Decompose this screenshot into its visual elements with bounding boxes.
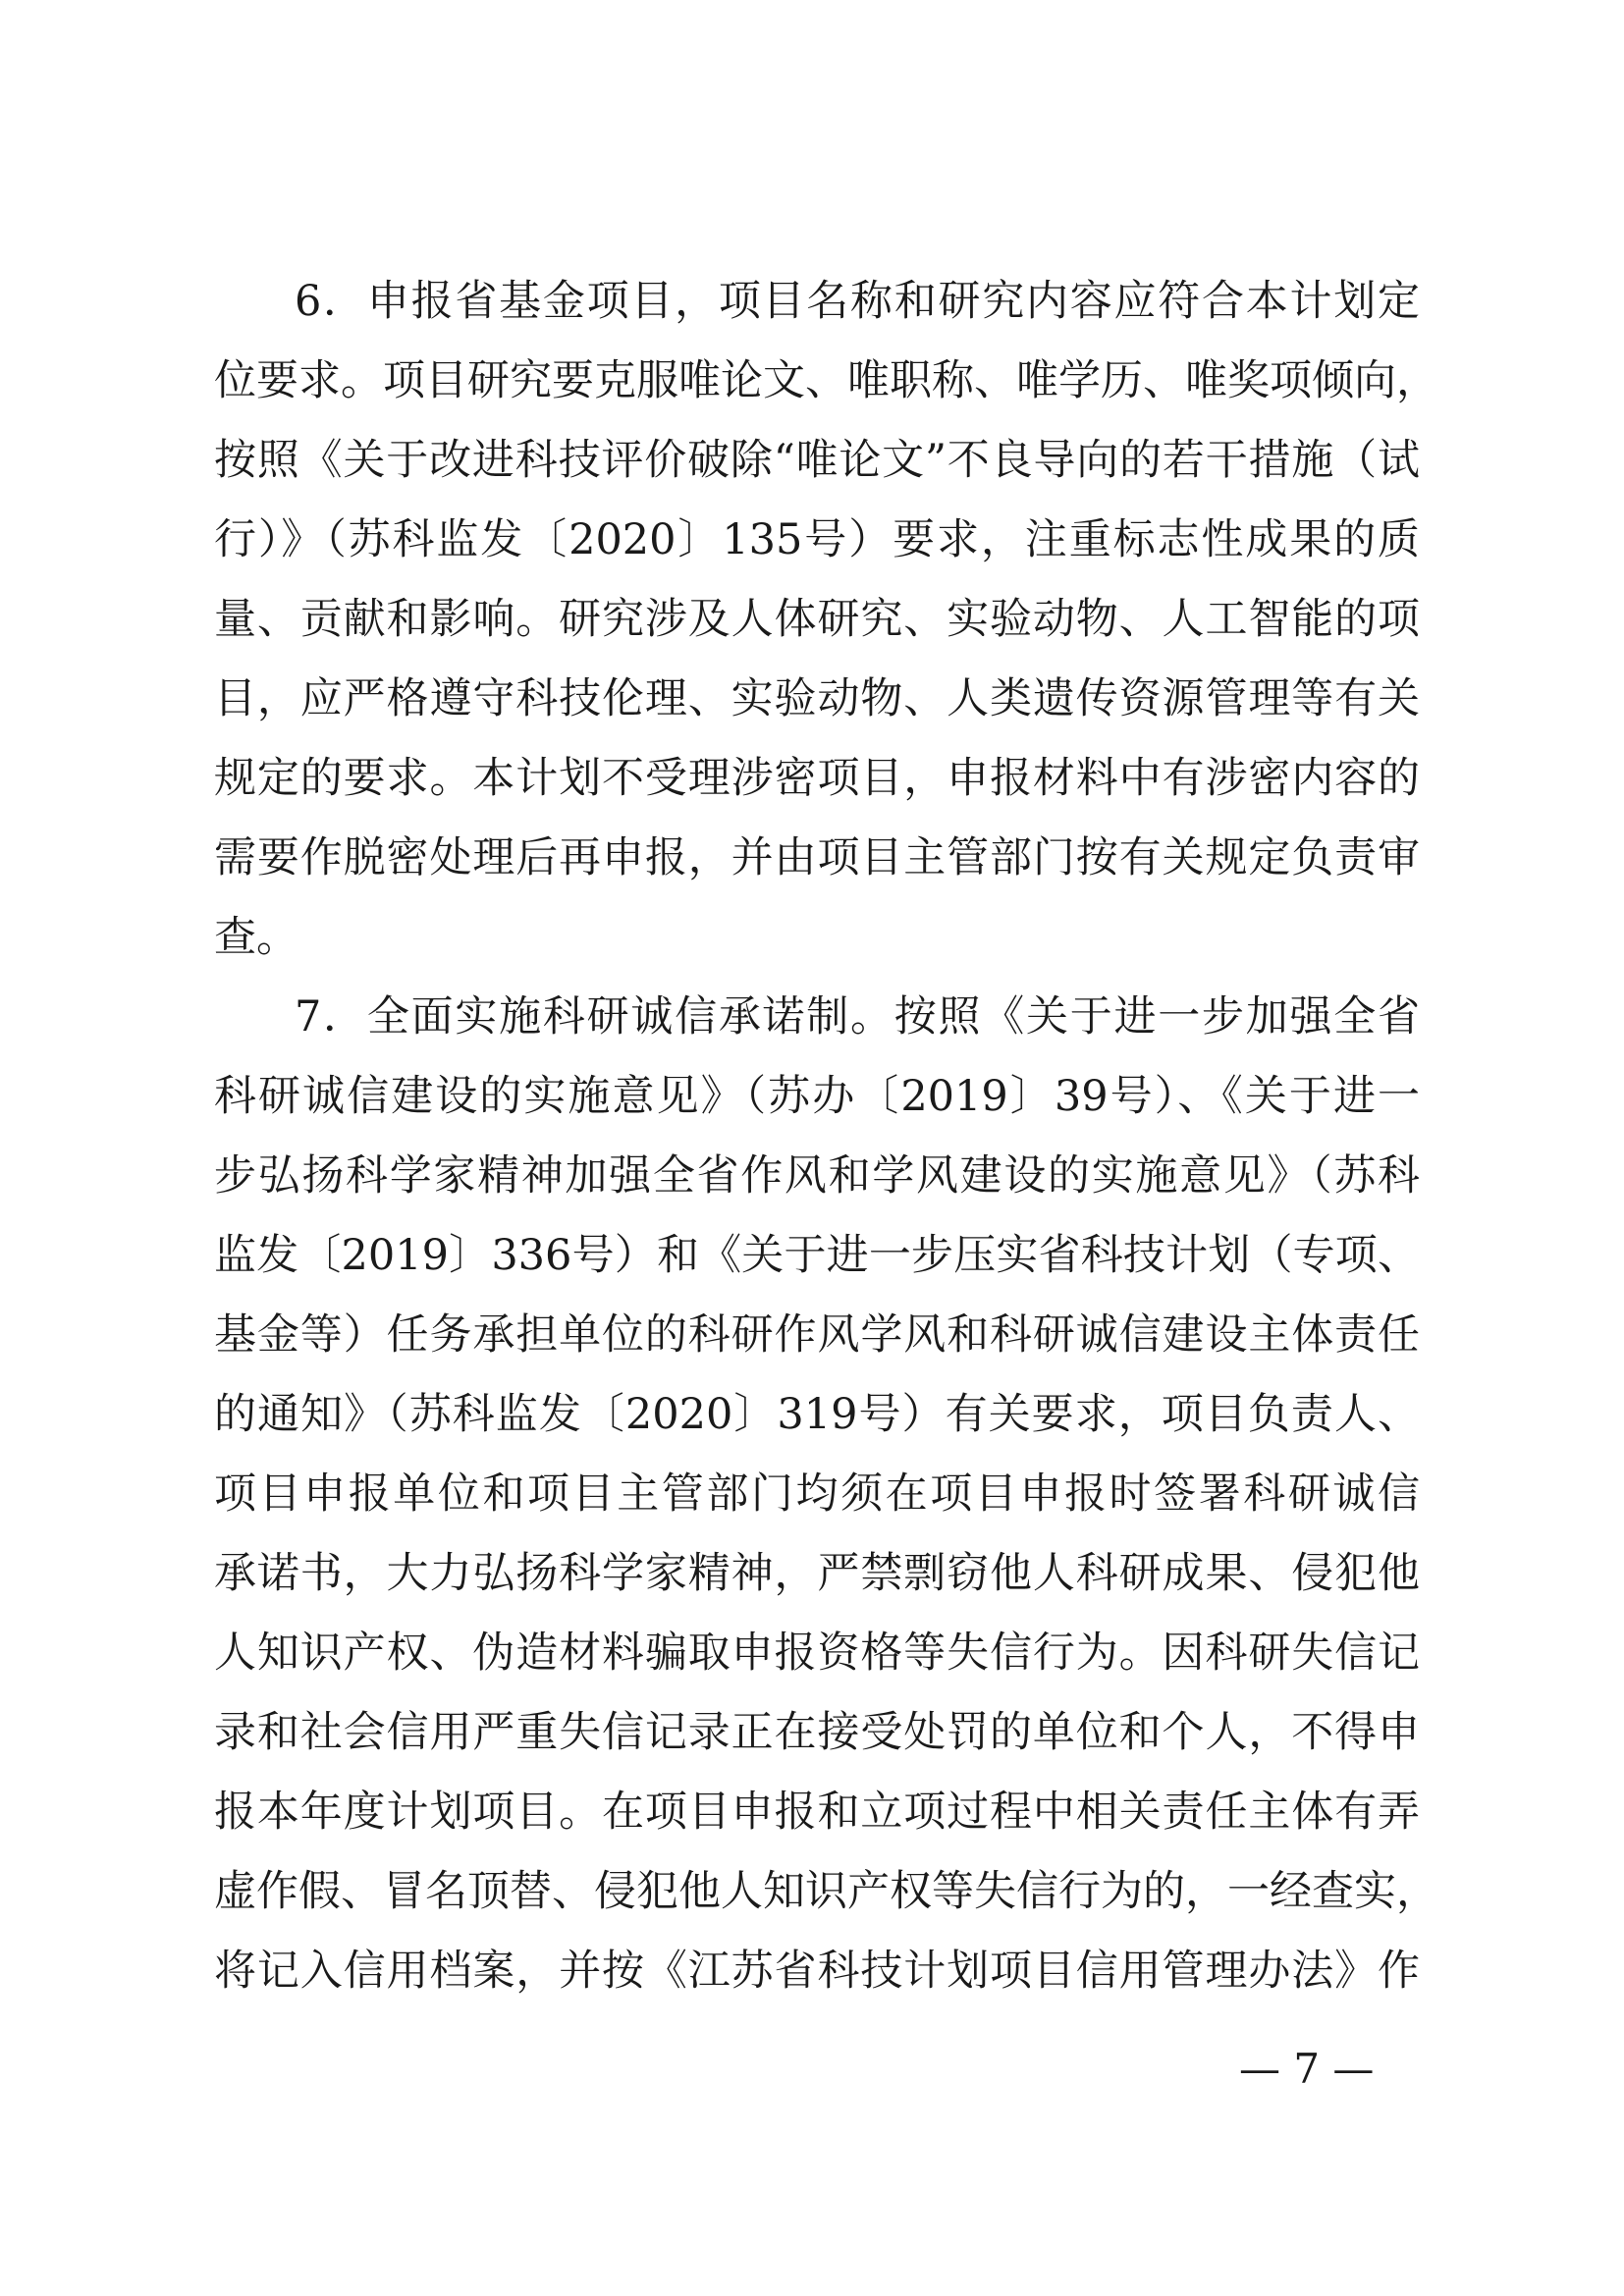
paragraph-line: 7．全面实施科研诚信承诺制。按照《关于进一步加强全省 bbox=[295, 992, 1420, 1041]
paragraph-line: 科研诚信建设的实施意见》（苏办〔2019〕39号）、《关于进一 bbox=[214, 1072, 1420, 1121]
paragraph-line: 项目申报单位和项目主管部门均须在项目申报时签署科研诚信 bbox=[214, 1469, 1420, 1519]
paragraph-line: 6．申报省基金项目，项目名称和研究内容应符合本计划定 bbox=[295, 277, 1420, 326]
paragraph-line: 量、贡献和影响。研究涉及人体研究、实验动物、人工智能的项 bbox=[214, 595, 1420, 644]
paragraph-line: 查。 bbox=[214, 913, 298, 962]
paragraph-line: 基金等）任务承担单位的科研作风学风和科研诚信建设主体责任 bbox=[214, 1310, 1420, 1360]
paragraph-line: 监发〔2019〕336号）和《关于进一步压实省科技计划（专项、 bbox=[214, 1231, 1420, 1280]
paragraph-line: 步弘扬科学家精神加强全省作风和学风建设的实施意见》（苏科 bbox=[214, 1151, 1420, 1201]
paragraph-line: 规定的要求。本计划不受理涉密项目，申报材料中有涉密内容的 bbox=[214, 754, 1420, 803]
paragraph-line: 按照《关于改进科技评价破除“唯论文”不良导向的若干措施（试 bbox=[214, 436, 1420, 485]
paragraph-line: 录和社会信用严重失信记录正在接受处罚的单位和个人，不得申 bbox=[214, 1708, 1420, 1757]
paragraph-line: 虚作假、冒名顶替、侵犯他人知识产权等失信行为的，一经查实， bbox=[214, 1867, 1438, 1916]
paragraph-line: 报本年度计划项目。在项目申报和立项过程中相关责任主体有弄 bbox=[214, 1788, 1420, 1837]
paragraph-line: 将记入信用档案，并按《江苏省科技计划项目信用管理办法》作 bbox=[214, 1947, 1420, 1996]
paragraph-line: 人知识产权、伪造材料骗取申报资格等失信行为。因科研失信记 bbox=[214, 1629, 1420, 1678]
paragraph-line: 行）》（苏科监发〔2020〕135号）要求，注重标志性成果的质 bbox=[214, 515, 1420, 564]
page-number: — 7 — bbox=[1239, 2045, 1375, 2093]
paragraph-line: 的通知》（苏科监发〔2020〕319号）有关要求，项目负责人、 bbox=[214, 1390, 1420, 1439]
paragraph-line: 位要求。项目研究要克服唯论文、唯职称、唯学历、唯奖项倾向， bbox=[214, 356, 1438, 405]
paragraph-line: 需要作脱密处理后再申报，并由项目主管部门按有关规定负责审 bbox=[214, 833, 1420, 882]
paragraph-line: 目，应严格遵守科技伦理、实验动物、人类遗传资源管理等有关 bbox=[214, 674, 1420, 723]
paragraph-line: 承诺书，大力弘扬科学家精神，严禁剽窃他人科研成果、侵犯他 bbox=[214, 1549, 1420, 1598]
